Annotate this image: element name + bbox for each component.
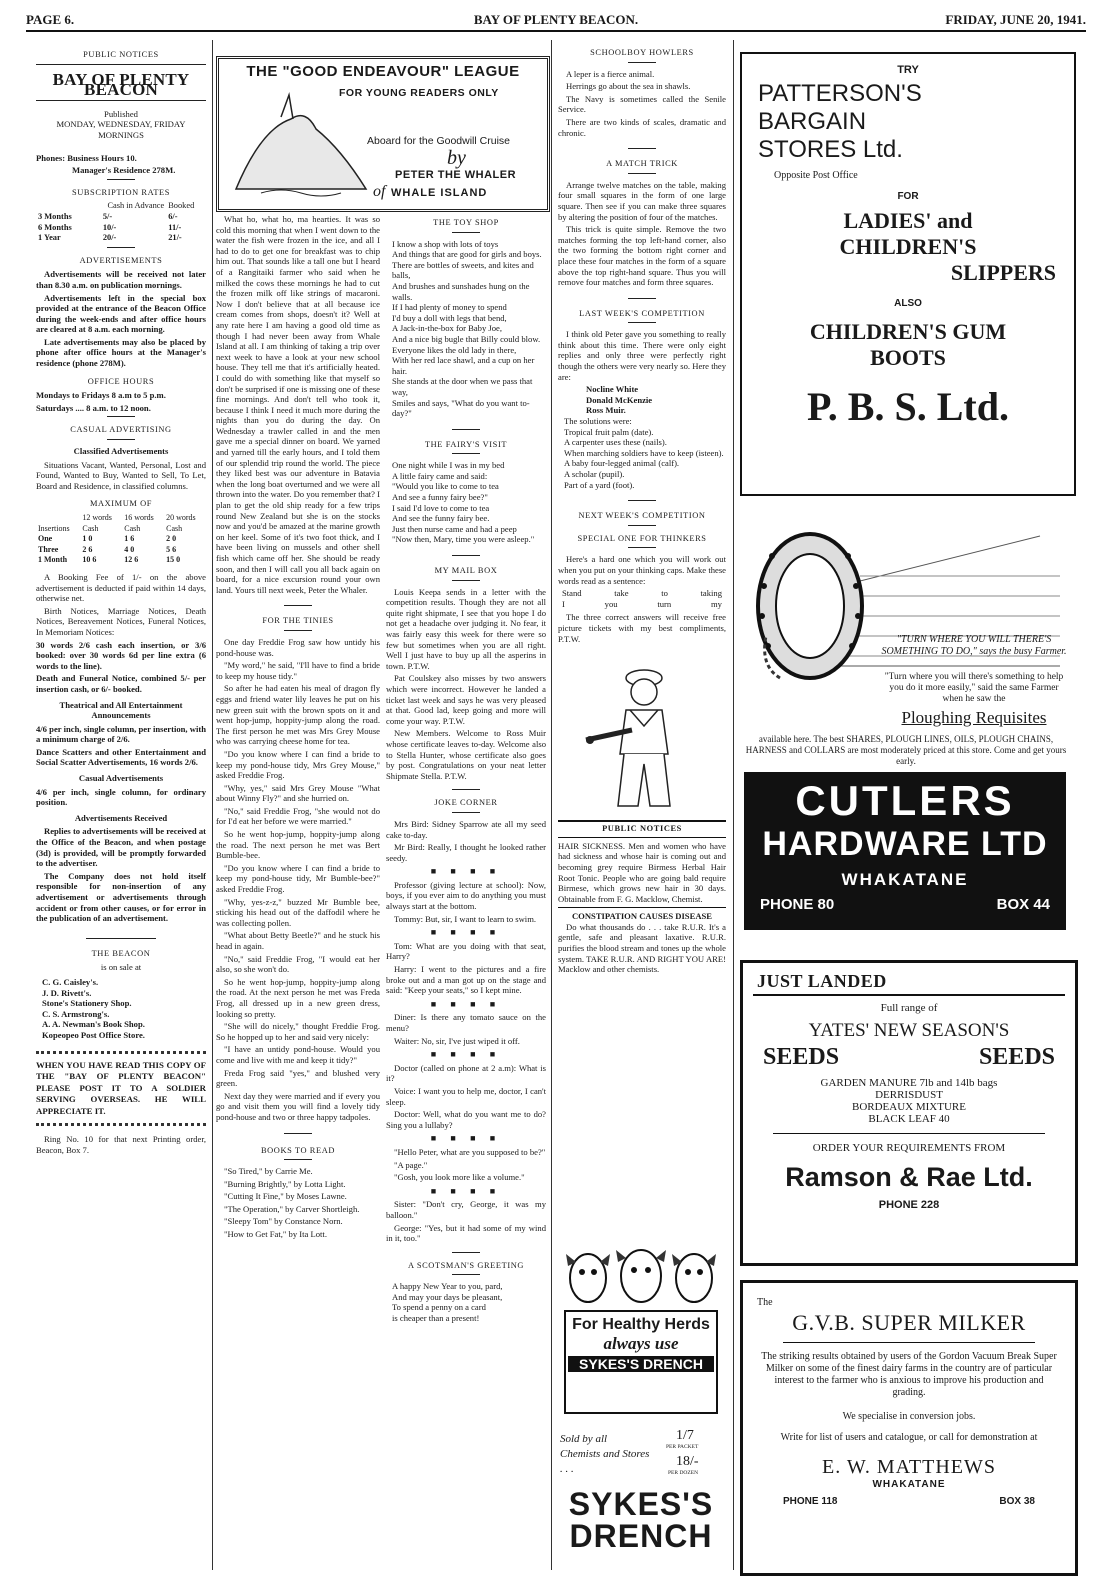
received-heading: Advertisements Received <box>74 812 168 823</box>
ramson-order: ORDER YOUR REQUIREMENTS FROM <box>812 1142 1006 1154</box>
books-heading: BOOKS TO READ <box>260 1145 336 1155</box>
match-heading: A MATCH TRICK <box>606 159 678 169</box>
sentence-word: take <box>614 588 629 599</box>
cutlers-plough: Ploughing Requisites <box>901 708 1047 727</box>
manager-phone: Manager's Residence 278M. <box>72 165 176 176</box>
column-poems <box>386 214 546 1574</box>
sykes-per-packet: PER PACKET <box>666 1444 699 1450</box>
adv-para: Late advertisements may also be placed by phone after office hours at the Manager's residence (phone 278M). <box>36 336 206 369</box>
theatrical-para: 4/6 per inch, single column, per insertion, with a minimum charge of 2/6. <box>36 723 206 745</box>
seller: C. G. Caisley's. <box>42 976 99 987</box>
solution: A baby four-legged animal (calf). <box>564 458 680 469</box>
mail-para: Louis Keepa sends in a letter with the competition results. Though they are not all quite right shipmate, I see that you hope I do not get a headache over judging it. No fear, it was fairly easy this week for there were so few but sometimes when you are all right. Well I just have to buy up all the asperins in town. P.T.W. <box>386 586 546 671</box>
divider-stars: ■ ■ ■ ■ <box>430 927 502 938</box>
special-para: Here's a hard one which you will work out when you put on your thinking caps. Make these words read as a sentence: <box>558 554 726 586</box>
poem-line: And see a funny fairy bee?" <box>392 492 488 503</box>
joke-line: Doctor: Well, what do you want me to do? Sing you a lullaby? <box>386 1109 546 1130</box>
received-para: The Company does not hold itself responsible for non-insertion of any advertisement or advertisements through accident or from other causes, or for error in the publication of an advertisement. <box>36 870 206 924</box>
poem-line: is cheaper than a present! <box>392 1313 480 1324</box>
patterson-ladies: LADIES' and <box>843 208 973 233</box>
joke-line: "Hello Peter, what are you supposed to be?" <box>394 1146 546 1157</box>
published-mornings: MORNINGS <box>98 129 144 140</box>
joke-line: Mrs Bird: Sidney Sparrow ate all my seed cake to-day. <box>386 818 546 840</box>
ramson-yates: YATES' NEW SEASON'S <box>808 1020 1010 1041</box>
tinies-para: So he went hop-jump, hoppity-jump along the road. At the next person he met was Freda Frog, all dressed up in a new green dress, looking so pretty. <box>216 976 380 1019</box>
gvb-ad <box>740 1280 1078 1576</box>
league-title: THE "GOOD ENDEAVOUR" LEAGUE <box>246 63 520 80</box>
table-cell: 20/- <box>102 233 117 243</box>
sentence-word: to <box>661 588 668 599</box>
winner: Donald McKenzie <box>586 394 653 405</box>
book-item: "The Operation," by Carver Shortleigh. <box>224 1203 360 1214</box>
tinies-para: "My word," he said, "I'll have to find a bride to keep my house tidy." <box>216 660 380 681</box>
column-rule <box>212 40 213 1570</box>
joke-line: "Gosh, you look more like a volume." <box>394 1172 525 1183</box>
table-cell: 20 words <box>166 513 196 522</box>
classified-para: Situations Vacant, Wanted, Personal, Lost and Found, Wanted to Buy, Wanted to Sell, To Let, Board and Residence, in classified columns. <box>36 459 206 491</box>
poem-line: "Now then, Mary, time you were asleep." <box>392 534 535 545</box>
cutlers-name: CUTLERS <box>795 777 1015 824</box>
seller: Stone's Stationery Shop. <box>42 998 132 1009</box>
patterson-try: TRY <box>897 64 919 76</box>
casual-adv-heading: Casual Advertisements <box>78 773 164 784</box>
death-para: Death and Funeral Notice, combined 5/- per insertion cash, or 6/- booked. <box>36 673 206 694</box>
ramson-name: Ramson & Rae Ltd. <box>785 1162 1033 1192</box>
sykes-sold: Sold by all Chemists and Stores . . . <box>560 1433 650 1475</box>
tinies-para: "Do you know where I can find a bride to keep my pond-house tidy, Mrs Grey Mouse," asked Freddie Frog. <box>216 748 380 781</box>
ramson-item: DERRISDUST <box>875 1089 943 1101</box>
casual-adv-para: 4/6 per inch, single column, for ordinary position. <box>36 786 206 808</box>
poem-line: And things that are good for girls and boys. <box>392 249 542 260</box>
seller: A. A. Newman's Book Shop. <box>42 1019 145 1030</box>
poem-line: To spend a penny on a card <box>392 1302 486 1313</box>
poem-line: I'd buy a doll with legs that bend, <box>392 312 507 323</box>
joke-line: Tom: What are you doing with that seat, Harry? <box>386 940 546 962</box>
mail-para: New Members. Welcome to Ross Muir whose certificate leaves to-day. Welcome also to Stella Hunter, whose certificate also goes by post. Congratulations on your neat letter Shipmate Stella. P.T.W. <box>386 728 546 781</box>
patterson-gum: CHILDREN'S GUM <box>809 319 1007 344</box>
solution: Part of a yard (foot). <box>564 479 635 490</box>
issue-date: FRIDAY, JUNE 20, 1941. <box>945 12 1086 27</box>
table-cell: 1 0 <box>82 534 93 544</box>
tinies-para: "Why, yes," said Mrs Grey Mouse "What about Winny Fly?" and she hurried on. <box>216 782 380 804</box>
sentence-word: Stand <box>562 588 582 599</box>
table-cell: Cash <box>166 523 183 533</box>
adv-heading: ADVERTISEMENTS <box>79 255 163 265</box>
match-para: This trick is quite simple. Remove the two matches forming the top left-hand corner, also the two forming the bottom right corner and place these four matches in the form of a square above the top right-hand square. Thus you will remove four matches and form three squares. <box>558 224 726 288</box>
rates-table <box>36 513 206 566</box>
masthead <box>26 12 1086 32</box>
ramson-just-landed: JUST LANDED <box>757 971 887 991</box>
howler: There are two kinds of scales, dramatic and chronic. <box>558 116 726 138</box>
divider-stars: ■ ■ ■ ■ <box>430 1185 502 1196</box>
hair-notice: HAIR SICKNESS. Men and women who have had sickness and whose hair is coming out and becoming grey require Birmess Herbal Hair Root Tonic. People who are going bald require Birmese, which grows new hair in 30 days. Obtainable from F. G. Macklow, Chemist. <box>558 840 726 904</box>
tinies-heading: FOR THE TINIES <box>262 616 334 626</box>
poem-line: I know a shop with lots of toys <box>392 238 499 249</box>
office-line: Saturdays .... 8 a.m. to 12 noon. <box>36 402 151 413</box>
match-para: Arrange twelve matches on the table, making four small squares in the form of one large square. Then see if you can make three squares by altering the position of four of the matches. <box>558 179 726 222</box>
table-cell: Three <box>38 544 59 554</box>
solution: A scholar (pupil). <box>564 469 625 479</box>
peter-letter: What ho, what ho, ma hearties. It was so cold this morning that when I went down to the water the fish were frozen in the ice, and all I had to do to get one for breakfast was to chip him out. That sounds like a tall one but I heard of a Rangitaiki farmer who said when he milked the cows these mornings he had to cut the frozen milk off like strings of macaroni. Now I don't believe that at all because ice cream comes from shops, doesn't it? Well at any rate here I am having a good old time as though I had never been away from Whale Island at all. I am thinking of taking a trip over next week to have a look at your new school house. They tell me that it's artificially heated. I could do with something like that myself so don't be surprised if one is missing one of these fine mornings. And don't tell who took it, because I think I need it much more during the nights than you do during the day. On Wednesday a trawler called in and the men gave me a special dinner on board. We yarned and yarned till the early hours, and I told them of our splendid trip round the world. The piece they liked best was our adventure in Batavia when the long boat overturned and we were all thrown into the water. Do you remember that? I plan to get the old ship ready for a few trips round New Zealand but she is on the stocks now and you'd be amazed at the marine growth on her keel. Some of it's two foot thick, and I have been living on mussels and other shell fish which came off her. She should be ready soon, and then I will call you all back again on board, for a nice excursion round your own land. Yours till next week, Peter the Whaler. <box>216 214 380 595</box>
office-heading: OFFICE HOURS <box>87 376 155 386</box>
page-number: PAGE 6. <box>26 12 75 27</box>
patterson-ad <box>740 52 1076 496</box>
cutlers-quote-2: "Turn where you will there's something to help you do it more easily," said the same Farmer when he saw the <box>884 672 1064 704</box>
joke-line: Doctor (called on phone at 2 a.m): What is it? <box>386 1062 546 1084</box>
pn-heading: PUBLIC NOTICES <box>602 824 682 834</box>
whale-island-icon <box>231 89 371 201</box>
theatrical-para: Dance Scatters and other Entertainment and Social Scatter Advertisements, 16 words 2/6. <box>36 746 206 768</box>
paper-name: BAY OF PLENTY BEACON. <box>473 12 639 27</box>
sykes-price-dozen: 18/- <box>676 1454 699 1469</box>
max-heading: MAXIMUM OF <box>89 499 153 509</box>
poem-line: I said I'd love to come to tea <box>392 502 490 513</box>
sentence-row <box>558 588 726 599</box>
tinies-para: "Do you know where I can find a bride to keep my pond-house tidy, Mr Bumble-bee?" asked Freddie Frog. <box>216 862 380 895</box>
table-cell: Insertions <box>38 523 70 533</box>
sentence-word: turn <box>657 598 672 609</box>
poem-line: A Jack-in-the-box for Baby Joe, <box>392 323 503 334</box>
poem-line: If I had plenty of money to spend <box>392 302 507 313</box>
divider-stars: ■ ■ ■ ■ <box>430 1049 502 1060</box>
sailor-boy-icon <box>582 654 702 814</box>
league-banner <box>216 56 550 212</box>
joke-line: Diner: Is there any tomato sauce on the menu? <box>386 1012 546 1033</box>
table-cell: 1 Year <box>38 233 61 243</box>
table-cell: 1 6 <box>124 534 135 544</box>
patterson-for: FOR <box>897 191 919 202</box>
joke-line: George: "Yes, but it had some of my wind in it, too." <box>386 1222 546 1244</box>
gvb-para: The striking results obtained by users of the Gordon Vacuum Break Super Milker on some of the finest dairy farms in the country are of particular interest to the farmer who is anxious to improve his production and grading. <box>761 1351 1057 1398</box>
divider-stars: ■ ■ ■ ■ <box>430 998 502 1009</box>
book-item: "How to Get Fat," by Ita Lott. <box>224 1229 327 1240</box>
sykes-big-2: DRENCH <box>569 1518 713 1554</box>
patterson-boots: BOOTS <box>870 345 946 370</box>
ramson-item: BORDEAUX MIXTURE <box>852 1101 966 1113</box>
divider-stars: ■ ■ ■ ■ <box>430 866 502 877</box>
cow-heads-icon <box>558 1240 724 1310</box>
ramson-item: GARDEN MANURE 7lb and 14lb bags <box>820 1077 998 1089</box>
table-cell: 5 6 <box>166 544 177 554</box>
ramson-seeds: SEEDS <box>763 1044 840 1070</box>
cutlers-ad <box>740 516 1072 936</box>
tinies-para: "She will do nicely," thought Freddie Frog. So he hopped up to her and said very nicely: <box>216 1021 380 1042</box>
special-heading: SPECIAL ONE FOR THINKERS <box>577 533 707 543</box>
patterson-slippers: SLIPPERS <box>950 260 1056 285</box>
gvb-phone: PHONE 118 <box>783 1496 838 1507</box>
poem-line: And see the funny fairy bee. <box>392 513 490 524</box>
table-cell: 1 Month <box>38 555 68 565</box>
book-item: "Cutting It Fine," by Moses Lawne. <box>224 1191 347 1202</box>
sykes-herds: For Healthy Herds <box>572 1316 710 1333</box>
cutlers-quote-1: "TURN WHERE YOU WILL THERE'S SOMETHING TO DO," says the busy Farmer. <box>881 634 1067 657</box>
seller: C. S. Armstrong's. <box>42 1008 110 1019</box>
phones: Phones: Business Hours 10. <box>36 152 137 163</box>
table-cell: 12 words <box>82 513 112 522</box>
table-cell: 5/- <box>102 211 113 221</box>
table-cell: 12 6 <box>124 555 139 565</box>
sykes-price-packet: 1/7 <box>676 1428 694 1443</box>
joke-line: Tommy: But, sir, I want to learn to swim. <box>394 913 537 924</box>
subs-col: Booked <box>168 201 195 211</box>
sykes-always: always use <box>603 1334 679 1353</box>
last-para: I think old Peter gave you something to really think about this time. There were only eight replies and only three were perfectly right though the others were very nearly so. Here they are: <box>558 329 726 382</box>
gvb-town: WHAKATANE <box>872 1479 946 1490</box>
book-item: "So Tired," by Carrie Me. <box>224 1166 313 1177</box>
howler: Herrings go about the sea in shawls. <box>566 81 691 92</box>
cutlers-banner <box>744 772 1066 930</box>
gvb-special: We specialise in conversion jobs. <box>842 1411 976 1422</box>
seller: J. D. Rivett's. <box>42 987 92 998</box>
table-cell: Cash <box>82 523 99 533</box>
howler: The Navy is sometimes called the Senile Service. <box>558 93 726 115</box>
table-cell: 3 Months <box>38 211 72 221</box>
howlers-heading: SCHOOLBOY HOWLERS <box>590 48 694 57</box>
league-of: of <box>373 183 386 200</box>
ramson-range: Full range of <box>880 1002 938 1014</box>
classified-heading: Classified Advertisements <box>73 446 169 457</box>
const-notice: Do what thousands do . . . take R.U.R. It's a gentle, safe and pleasant laxative. R.U.R. purifies the blood stream and tones up the whole system. TAKE R.U.R. AND RIGHT YOU ARE! Macklow and other chemists. <box>558 921 726 975</box>
table-cell: 15 0 <box>166 555 181 565</box>
beacon-heading: THE BEACON <box>91 948 151 958</box>
seller: Kopeopeo Post Office Store. <box>42 1029 145 1040</box>
notices-heading: PUBLIC NOTICES <box>83 50 159 59</box>
table-cell: 6/- <box>168 211 178 221</box>
subs-col: Cash in Advance <box>107 201 165 211</box>
poem-line: With her red lace shawl, and a cup on her hair. <box>392 355 535 376</box>
prize-para: The three correct answers will receive free picture tickets with my best compliments, P.T.W. <box>558 612 726 644</box>
cutlers-box: BOX 44 <box>996 896 1050 913</box>
patterson-childrens: CHILDREN'S <box>839 234 977 259</box>
joke-line: Waiter: No, sir, I've just wiped it off. <box>394 1035 520 1046</box>
tinies-para: Next day they were married and if every you go and visit them you will find a lovely tidy pond-house and two or three happy tadpoles. <box>216 1090 380 1122</box>
league-by: by <box>447 147 466 169</box>
ramson-seeds: SEEDS <box>978 1044 1055 1070</box>
fairy-heading: THE FAIRY'S VISIT <box>424 439 508 449</box>
ramson-ad <box>740 960 1078 1266</box>
joke-line: Professor (giving lecture at school): Now, boys, if you ever aim to do anything you must always start at the bottom. <box>386 879 546 912</box>
sentence-word: you <box>604 598 618 609</box>
plough-horseshoe-icon <box>740 516 1072 686</box>
theatrical-heading: Theatrical and All Entertainment Announcements <box>59 699 183 721</box>
gvb-name: G.V.B. SUPER MILKER <box>792 1310 1026 1335</box>
cutlers-town: WHAKATANE <box>841 870 969 889</box>
toy-heading: THE TOY SHOP <box>433 218 499 227</box>
next-heading: NEXT WEEK'S COMPETITION <box>578 511 706 521</box>
sykes-drench-ad <box>558 1240 724 1566</box>
poem-line: Smiles and says, "What do you want to-day?" <box>392 397 530 419</box>
poem-line: And brushes and sunshades hung on the walls. <box>392 280 530 302</box>
league-sub: FOR YOUNG READERS ONLY <box>339 87 499 99</box>
book-item: "Sleepy Tom" by Constance Norn. <box>224 1216 343 1227</box>
table-cell: 10 6 <box>82 555 97 565</box>
patterson-bargain: BARGAIN <box>758 108 867 135</box>
tinies-para: "No," said Freddie Frog, "I would eat her also, so she won't do. <box>216 953 380 975</box>
subscription-table <box>36 201 206 243</box>
gvb-box: BOX 38 <box>999 1496 1035 1507</box>
winner: Ross Muir. <box>586 405 626 416</box>
sentence-row <box>558 599 726 610</box>
booking-para: A Booking Fee of 1/- on the above advertisement is deducted if paid within 14 days, otherwise net. <box>36 571 206 604</box>
table-cell: 16 words <box>124 513 154 522</box>
soldier-notice: WHEN YOU HAVE READ THIS COPY OF THE "BAY OF PLENTY BEACON" PLEASE POST IT TO A SOLDIER SERVING OVERSEAS. HE WILL APPRECIATE IT. <box>36 1059 206 1116</box>
tinies-para: So he went hop-jump, hoppity-jump along the road. The next person he met was Bert Bumble-bee. <box>216 829 380 861</box>
patterson-also: ALSO <box>894 298 922 309</box>
poem-line: Everyone likes the old lady in there, <box>392 344 517 355</box>
table-cell: One <box>38 534 53 544</box>
column-public-notices <box>36 40 206 1570</box>
solution: Tropical fruit palm (date). <box>564 426 654 437</box>
gvb-matthews: E. W. MATTHEWS <box>822 1456 996 1478</box>
tinies-para: Freda Frog said "yes," and blushed very green. <box>216 1067 380 1089</box>
column-rule <box>733 40 734 1570</box>
received-para: Replies to advertisements will be received at the Office of the Beacon, and when postage (3d) is provided, will be promptly forwarded to the advertiser. <box>36 826 206 869</box>
table-cell: 21/- <box>168 233 182 243</box>
mail-heading: MY MAIL BOX <box>434 566 498 576</box>
patterson-pbs: P. B. S. Ltd. <box>807 384 1009 429</box>
joke-line: Mr Bird: Really, I thought he looked rather seedy. <box>386 842 546 863</box>
sykes-per-dozen: PER DOZEN <box>668 1470 699 1476</box>
poem-line: There are bottles of sweets, and kites and balls, <box>392 259 534 281</box>
league-aboard: Aboard for the Goodwill Cruise <box>367 135 510 147</box>
tinies-para: One day Freddie Frog saw how untidy his pond-house was. <box>216 636 380 658</box>
office-line: Mondays to Fridays 8 a.m to 5 p.m. <box>36 390 166 401</box>
sentence-word: taking <box>700 588 722 599</box>
poem-line: A happy New Year to you, pard, <box>392 1281 503 1292</box>
ramson-phone: PHONE 228 <box>878 1199 940 1211</box>
patterson-stores: STORES Ltd. <box>758 136 903 163</box>
gvb-write: Write for list of users and catalogue, or call for demonstration at <box>780 1432 1038 1443</box>
scots-heading: A SCOTSMAN'S GREETING <box>407 1260 524 1270</box>
on-sale: is on sale at <box>100 962 142 973</box>
poem-line: "Would you like to come to tea <box>392 481 499 492</box>
table-cell: 2 0 <box>166 534 177 544</box>
league-peter: PETER THE WHALER <box>395 169 517 181</box>
sykes-drench-small: SYKES'S DRENCH <box>568 1356 714 1372</box>
patterson-name: PATTERSON'S <box>758 80 922 107</box>
howler: A leper is a fierce animal. <box>566 68 655 79</box>
beacon-title: BAY OF PLENTY BEACON <box>52 69 190 100</box>
tinies-para: "No," said Freddie Frog, "she would not do for I'd eat her before we were married." <box>216 805 380 827</box>
solution: When marching soldiers have to keep (isteen). <box>564 447 724 458</box>
ring-notice: Ring No. 10 for that next Printing order, Beacon, Box 7. <box>36 1134 206 1155</box>
table-cell: 11/- <box>168 222 182 232</box>
cutlers-available: available here. The best SHARES, PLOUGH LINES, OILS, PLOUGH CHAINS, HARNESS and COLLARS are most moderately priced at this store. Come and get yours early. <box>745 734 1067 766</box>
adv-para: Advertisements left in the special box provided at the entrance of the Beacon Office during the week-ends and after office hours are cleared at 8 a.m. each morning. <box>36 292 206 335</box>
poem-line: One night while I was in my bed <box>392 460 505 471</box>
joke-line: "A page." <box>394 1159 428 1170</box>
ramson-item: BLACK LEAF 40 <box>868 1113 950 1125</box>
poem-line: Just then nurse came and had a peep <box>392 523 517 534</box>
poem-line: A little fairy came and said: <box>392 470 488 481</box>
mail-para: Pat Coulskey also misses by two answers which were incorrect. However he landed a ticket last week and says he was very pleased at that. Good lad, keep going and more will come your way. P.T.W. <box>386 673 546 726</box>
divider-stars: ■ ■ ■ ■ <box>430 1133 502 1144</box>
solution: The solutions were: <box>564 416 632 427</box>
poem-line: She stands at the door when we pass that way, <box>392 376 533 397</box>
const-heading: CONSTIPATION CAUSES DISEASE <box>571 911 713 922</box>
birth-para: Birth Notices, Marriage Notices, Death Notices, Bereavement Notices, Funeral Notices, In Memoriam Notices: <box>36 605 206 637</box>
tinies-para: "Why, yes-z-z," buzzed Mr Bumble bee, sticking his head out of the daffodil where he was collecting pollen. <box>216 896 380 928</box>
subs-heading: SUBSCRIPTION RATES <box>71 187 171 197</box>
published-days: MONDAY, WEDNESDAY, FRIDAY <box>56 119 186 130</box>
poem-line: And may your days be pleasant, <box>392 1291 503 1302</box>
solution: A carpenter uses these (nails). <box>564 437 667 448</box>
published-line: Published <box>104 108 138 119</box>
gvb-the: The <box>757 1297 773 1308</box>
table-cell: 10/- <box>102 222 117 232</box>
sykes-big-1: SYKES'S <box>568 1486 714 1522</box>
joke-line: Sister: "Don't cry, George, it was my balloon." <box>386 1199 546 1220</box>
words-para: 30 words 2/6 cash each insertion, or 3/6 booked: over 30 words 6d per line extra (6 words to the line). <box>36 639 206 671</box>
tinies-para: So after he had eaten his meal of dragon fly eggs and friend water lily leaves he put on his new green suit with the brown spots on it and went hop-jump, hoppity-jump along the road. The first person he met was Mrs Grey Mouse who was carrying cheese home for tea. <box>216 683 380 747</box>
table-cell: Cash <box>124 523 141 533</box>
patterson-opposite: Opposite Post Office <box>774 170 858 181</box>
sentence-word: my <box>711 598 722 609</box>
tinies-para: "What about Betty Beetle?" and he stuck his head in again. <box>216 930 380 951</box>
last-heading: LAST WEEK'S COMPETITION <box>579 308 705 318</box>
adv-para: Advertisements will be received not later than 8.30 a.m. on publication mornings. <box>36 269 206 290</box>
sentence-word: I <box>562 598 565 609</box>
joke-line: Voice: I want you to help me, doctor, I can't sleep. <box>386 1085 546 1107</box>
cutlers-phone: PHONE 80 <box>760 896 835 913</box>
joke-line: Harry: I went to the pictures and a fire broke out and a man got up on the stage and said: "Keep your seats," so I kept mine. <box>386 964 546 996</box>
cutlers-hardware: HARDWARE LTD <box>762 825 1048 863</box>
casual-heading: CASUAL ADVERTISING <box>70 425 172 435</box>
poem-line: And a nice big bugle that Billy could blow. <box>392 333 541 344</box>
tinies-para: "I have an untidy pond-house. Would you come and live with me and keep it tidy?" <box>216 1044 380 1065</box>
table-cell: 6 Months <box>38 222 72 232</box>
winner: Nocline White <box>586 384 639 395</box>
table-cell: 4 0 <box>124 544 135 554</box>
joke-heading: JOKE CORNER <box>434 798 498 808</box>
league-island: WHALE ISLAND <box>391 187 488 199</box>
column-rule <box>551 40 552 1570</box>
table-cell: 2 6 <box>82 544 93 554</box>
book-item: "Burning Brightly," by Lotta Light. <box>224 1178 346 1189</box>
column-letter <box>216 214 380 1574</box>
